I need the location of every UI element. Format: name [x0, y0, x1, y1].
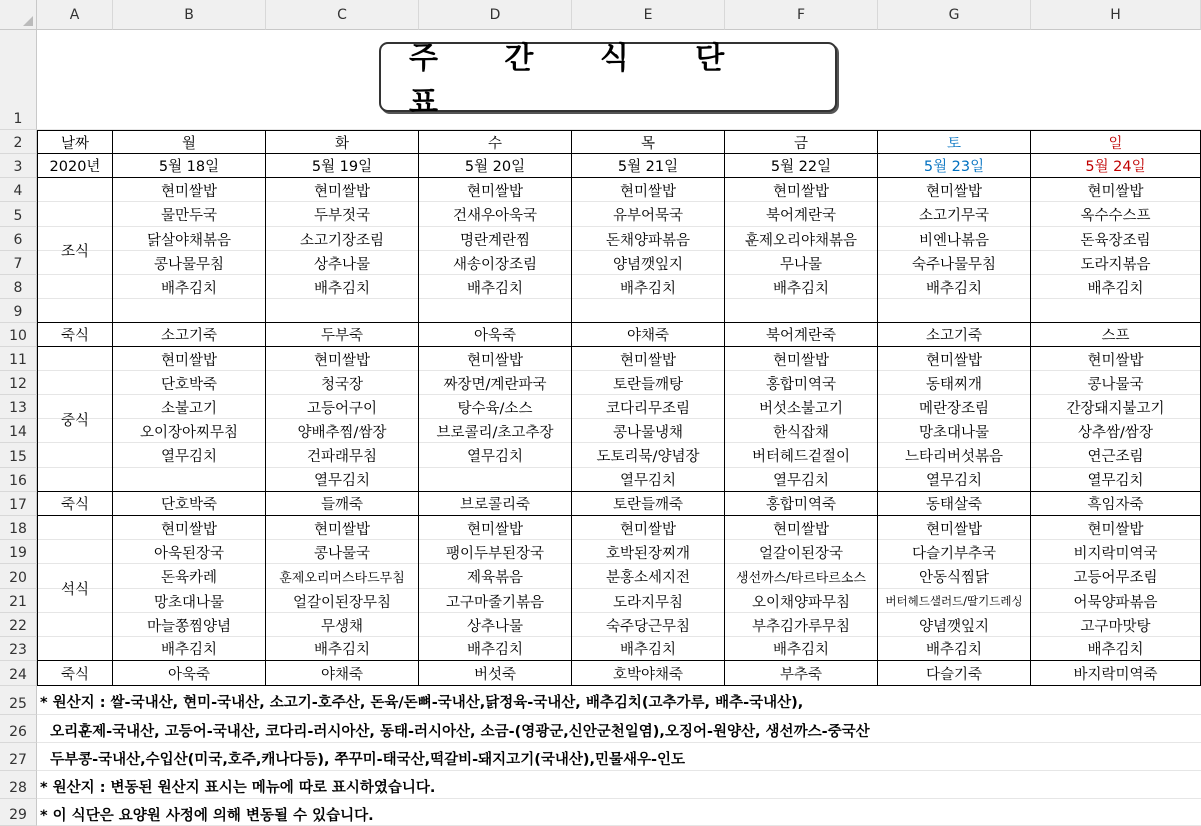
day-header-2[interactable]: 화 — [266, 130, 419, 154]
menu-cell[interactable]: 고등어구이 — [266, 395, 419, 419]
row-header-17[interactable]: 17 — [0, 492, 37, 516]
menu-cell[interactable]: 돈육장조림 — [1031, 227, 1201, 251]
menu-cell[interactable]: 열무김치 — [1031, 468, 1201, 492]
menu-cell[interactable]: 버터헤드겉절이 — [725, 443, 878, 468]
menu-cell[interactable]: 얼갈이된장국 — [725, 540, 878, 564]
menu-cell[interactable]: 분홍소세지전 — [572, 564, 725, 589]
row-header-14[interactable]: 14 — [0, 419, 37, 443]
menu-cell[interactable]: 닭살야채볶음 — [113, 227, 266, 251]
menu-cell[interactable] — [419, 468, 572, 492]
section-dinner-label[interactable]: 석식 — [37, 516, 113, 661]
gridline — [37, 742, 1201, 743]
porridge-cell[interactable]: 야채죽 — [572, 323, 725, 347]
menu-cell[interactable]: 어묵양파볶음 — [1031, 589, 1201, 613]
menu-cell[interactable] — [113, 468, 266, 492]
porridge-cell[interactable]: 소고기죽 — [878, 323, 1031, 347]
menu-cell[interactable]: 느타리버섯볶음 — [878, 443, 1031, 468]
menu-cell[interactable]: 다슬기부추국 — [878, 540, 1031, 564]
date-cell-5[interactable]: 5월 22일 — [725, 154, 878, 178]
section-lunch-label[interactable]: 중식 — [37, 347, 113, 492]
porridge-cell[interactable]: 홍합미역죽 — [725, 492, 878, 516]
footnote-2: 오리훈제-국내산, 고등어-국내산, 코다리-러시아산, 동태-러시아산, 소금-(영광군,신안군천일염),오징어-원양산, 생선까스-중국산 — [40, 724, 870, 740]
menu-cell[interactable]: 오이장아찌무침 — [113, 419, 266, 443]
porridge-cell[interactable]: 아욱죽 — [113, 661, 266, 686]
menu-cell[interactable]: 연근조림 — [1031, 443, 1201, 468]
menu-cell[interactable]: 현미쌀밥 — [419, 178, 572, 202]
porridge-cell[interactable]: 버섯죽 — [419, 661, 572, 686]
menu-cell[interactable]: 숙주나물무침 — [878, 251, 1031, 275]
row-header-15[interactable]: 15 — [0, 443, 37, 468]
column-header-d[interactable]: D — [419, 0, 572, 30]
menu-cell[interactable]: 현미쌀밥 — [572, 178, 725, 202]
menu-cell[interactable] — [572, 299, 725, 323]
menu-cell[interactable]: 현미쌀밥 — [572, 347, 725, 371]
menu-cell[interactable]: 현미쌀밥 — [725, 516, 878, 540]
menu-cell[interactable]: 배추김치 — [266, 275, 419, 299]
menu-cell[interactable]: 건새우아욱국 — [419, 202, 572, 227]
day-header-7[interactable]: 일 — [1031, 130, 1201, 154]
menu-cell[interactable]: 열무김치 — [572, 468, 725, 492]
menu-cell[interactable]: 배추김치 — [419, 637, 572, 661]
porridge-cell[interactable]: 두부죽 — [266, 323, 419, 347]
menu-cell[interactable]: 비엔나볶음 — [878, 227, 1031, 251]
menu-cell[interactable]: 새송이장조림 — [419, 251, 572, 275]
menu-cell[interactable]: 양념깻잎지 — [878, 613, 1031, 637]
row-header-24[interactable]: 24 — [0, 661, 37, 686]
porridge-cell[interactable]: 부추죽 — [725, 661, 878, 686]
footnote-3: 두부콩-국내산,수입산(미국,호주,캐나다등), 쭈꾸미-태국산,떡갈비-돼지고기(국내산),민물새우-인도 — [40, 752, 686, 768]
row-header-20[interactable]: 20 — [0, 564, 37, 589]
menu-cell[interactable]: 현미쌀밥 — [725, 347, 878, 371]
menu-cell[interactable]: 망초대나물 — [878, 419, 1031, 443]
column-header-a[interactable]: A — [37, 0, 113, 30]
porridge-cell[interactable]: 단호박죽 — [113, 492, 266, 516]
footnote-5: * 이 식단은 요양원 사정에 의해 변동될 수 있습니다. — [40, 808, 374, 824]
menu-cell[interactable]: 옥수수스프 — [1031, 202, 1201, 227]
menu-cell[interactable]: 돈육카레 — [113, 564, 266, 589]
menu-cell[interactable]: 제육볶음 — [419, 564, 572, 589]
menu-cell[interactable]: 마늘쫑찜양념 — [113, 613, 266, 637]
row-header-16[interactable]: 16 — [0, 468, 37, 492]
menu-cell[interactable]: 현미쌀밥 — [1031, 347, 1201, 371]
menu-cell[interactable] — [266, 299, 419, 323]
porridge-cell[interactable]: 동태살죽 — [878, 492, 1031, 516]
porridge-cell[interactable]: 바지락미역죽 — [1031, 661, 1201, 686]
menu-cell[interactable]: 훈제오리야채볶음 — [725, 227, 878, 251]
menu-cell[interactable]: 현미쌀밥 — [878, 516, 1031, 540]
column-header-h[interactable]: H — [1031, 0, 1201, 30]
menu-cell[interactable]: 숙주당근무침 — [572, 613, 725, 637]
porridge-cell[interactable]: 브로콜리죽 — [419, 492, 572, 516]
menu-cell[interactable]: 고구마줄기볶음 — [419, 589, 572, 613]
menu-cell[interactable]: 열무김치 — [113, 443, 266, 468]
footnote-1: * 원산지 : 쌀-국내산, 현미-국내산, 소고기-호주산, 돈육/돈뼈-국내산,닭정육-국내산, 배추김치(고추가루, 배추-국내산), — [40, 695, 804, 711]
menu-cell[interactable]: 건파래무침 — [266, 443, 419, 468]
menu-cell[interactable]: 북어계란국 — [725, 202, 878, 227]
menu-cell[interactable]: 열무김치 — [878, 468, 1031, 492]
menu-cell[interactable] — [725, 299, 878, 323]
menu-cell[interactable]: 상추쌈/쌈장 — [1031, 419, 1201, 443]
title-box[interactable] — [379, 41, 837, 120]
row-header-12[interactable]: 12 — [0, 371, 37, 395]
menu-cell[interactable]: 소고기무국 — [878, 202, 1031, 227]
porridge-cell[interactable]: 다슬기죽 — [878, 661, 1031, 686]
row-header-9[interactable]: 9 — [0, 299, 37, 323]
row-header-27[interactable]: 27 — [0, 743, 37, 771]
column-header-b[interactable]: B — [113, 0, 266, 30]
menu-cell[interactable]: 망초대나물 — [113, 589, 266, 613]
menu-cell[interactable]: 현미쌀밥 — [725, 178, 878, 202]
row-header-4[interactable]: 4 — [0, 178, 37, 202]
row-header-11[interactable]: 11 — [0, 347, 37, 371]
menu-cell[interactable]: 두부젓국 — [266, 202, 419, 227]
menu-cell[interactable]: 고구마맛탕 — [1031, 613, 1201, 637]
row-header-7[interactable]: 7 — [0, 251, 37, 275]
date-cell-2[interactable]: 5월 19일 — [266, 154, 419, 178]
menu-cell[interactable]: 콩나물국 — [266, 540, 419, 564]
menu-cell[interactable]: 양배추찜/쌈장 — [266, 419, 419, 443]
menu-cell[interactable]: 배추김치 — [1031, 275, 1201, 299]
section-porridge-label[interactable]: 죽식 — [37, 323, 113, 347]
menu-cell[interactable]: 버터헤드샐러드/딸기드레싱 — [878, 589, 1031, 613]
menu-cell[interactable]: 배추김치 — [1031, 637, 1201, 661]
menu-cell[interactable]: 무나물 — [725, 251, 878, 275]
menu-cell[interactable]: 단호박죽 — [113, 371, 266, 395]
date-label-cell[interactable]: 날짜 — [37, 130, 113, 154]
menu-cell[interactable]: 현미쌀밥 — [266, 178, 419, 202]
date-cell-4[interactable]: 5월 21일 — [572, 154, 725, 178]
menu-cell[interactable]: 현미쌀밥 — [1031, 178, 1201, 202]
row-header-28[interactable]: 28 — [0, 771, 37, 799]
menu-cell[interactable] — [419, 299, 572, 323]
menu-cell[interactable]: 토란들깨탕 — [572, 371, 725, 395]
menu-cell[interactable]: 간장돼지불고기 — [1031, 395, 1201, 419]
row-header-23[interactable]: 23 — [0, 637, 37, 661]
row-header-8[interactable]: 8 — [0, 275, 37, 299]
menu-cell[interactable]: 현미쌀밥 — [113, 516, 266, 540]
row-header-25[interactable]: 25 — [0, 686, 37, 715]
porridge-cell[interactable]: 소고기죽 — [113, 323, 266, 347]
menu-cell[interactable]: 버섯소불고기 — [725, 395, 878, 419]
menu-cell[interactable]: 현미쌀밥 — [113, 178, 266, 202]
menu-cell[interactable]: 고등어무조림 — [1031, 564, 1201, 589]
menu-cell[interactable]: 무생채 — [266, 613, 419, 637]
menu-cell[interactable]: 배추김치 — [725, 275, 878, 299]
menu-cell[interactable]: 양념깻잎지 — [572, 251, 725, 275]
row-header-18[interactable]: 18 — [0, 516, 37, 540]
menu-cell[interactable]: 콩나물무침 — [113, 251, 266, 275]
select-all-corner[interactable] — [0, 0, 37, 30]
row-header-26[interactable]: 26 — [0, 715, 37, 743]
menu-cell[interactable]: 열무김치 — [725, 468, 878, 492]
menu-cell[interactable]: 현미쌀밥 — [1031, 516, 1201, 540]
menu-cell[interactable]: 열무김치 — [266, 468, 419, 492]
menu-cell[interactable]: 소고기장조림 — [266, 227, 419, 251]
menu-cell[interactable]: 현미쌀밥 — [419, 347, 572, 371]
porridge-cell[interactable]: 야채죽 — [266, 661, 419, 686]
day-header-6[interactable]: 토 — [878, 130, 1031, 154]
day-header-3[interactable]: 수 — [419, 130, 572, 154]
menu-cell[interactable]: 상추나물 — [266, 251, 419, 275]
row-header-22[interactable]: 22 — [0, 613, 37, 637]
menu-cell[interactable]: 배추김치 — [878, 275, 1031, 299]
porridge-cell[interactable]: 호박야채죽 — [572, 661, 725, 686]
row-header-29[interactable]: 29 — [0, 799, 37, 826]
menu-cell[interactable]: 배추김치 — [266, 637, 419, 661]
column-header-e[interactable]: E — [572, 0, 725, 30]
row-header-6[interactable]: 6 — [0, 227, 37, 251]
porridge-cell[interactable]: 들깨죽 — [266, 492, 419, 516]
section-porridge-label[interactable]: 죽식 — [37, 492, 113, 516]
menu-cell[interactable]: 비지락미역국 — [1031, 540, 1201, 564]
day-header-5[interactable]: 금 — [725, 130, 878, 154]
menu-cell[interactable]: 부추김가루무침 — [725, 613, 878, 637]
menu-cell[interactable]: 아욱된장국 — [113, 540, 266, 564]
menu-cell[interactable]: 현미쌀밥 — [878, 347, 1031, 371]
gridline — [37, 798, 1201, 799]
porridge-cell[interactable]: 흑임자죽 — [1031, 492, 1201, 516]
menu-cell[interactable]: 짜장면/계란파국 — [419, 371, 572, 395]
column-header-c[interactable]: C — [266, 0, 419, 30]
row-header-1[interactable]: 1 — [0, 30, 37, 130]
menu-cell[interactable]: 홍합미역국 — [725, 371, 878, 395]
menu-cell[interactable]: 팽이두부된장국 — [419, 540, 572, 564]
day-header-4[interactable]: 목 — [572, 130, 725, 154]
menu-cell[interactable]: 콩나물국 — [1031, 371, 1201, 395]
row-header-21[interactable]: 21 — [0, 589, 37, 613]
menu-cell[interactable]: 안동식찜닭 — [878, 564, 1031, 589]
menu-cell[interactable]: 소불고기 — [113, 395, 266, 419]
menu-cell[interactable]: 배추김치 — [572, 637, 725, 661]
menu-cell[interactable]: 동태찌개 — [878, 371, 1031, 395]
section-breakfast-label[interactable]: 조식 — [37, 178, 113, 323]
menu-cell[interactable]: 현미쌀밥 — [572, 516, 725, 540]
menu-cell[interactable]: 현미쌀밥 — [266, 516, 419, 540]
menu-cell[interactable]: 호박된장찌개 — [572, 540, 725, 564]
menu-cell[interactable]: 탕수육/소스 — [419, 395, 572, 419]
menu-cell[interactable]: 얼갈이된장무침 — [266, 589, 419, 613]
menu-cell[interactable]: 배추김치 — [419, 275, 572, 299]
menu-cell[interactable]: 배추김치 — [572, 275, 725, 299]
date-cell-1[interactable]: 5월 18일 — [113, 154, 266, 178]
menu-cell[interactable]: 배추김치 — [113, 275, 266, 299]
menu-cell[interactable]: 한식잡채 — [725, 419, 878, 443]
menu-cell[interactable]: 현미쌀밥 — [419, 516, 572, 540]
menu-cell[interactable]: 열무김치 — [419, 443, 572, 468]
menu-cell[interactable]: 상추나물 — [419, 613, 572, 637]
menu-cell[interactable] — [878, 299, 1031, 323]
menu-cell[interactable]: 배추김치 — [113, 637, 266, 661]
menu-cell[interactable]: 브로콜리/초고추장 — [419, 419, 572, 443]
porridge-cell[interactable]: 아욱죽 — [419, 323, 572, 347]
year-cell[interactable]: 2020년 — [37, 154, 113, 178]
date-cell-6[interactable]: 5월 23일 — [878, 154, 1031, 178]
menu-cell[interactable]: 유부어묵국 — [572, 202, 725, 227]
menu-cell[interactable] — [1031, 299, 1201, 323]
gridline — [37, 770, 1201, 771]
menu-cell[interactable]: 현미쌀밥 — [113, 347, 266, 371]
porridge-cell[interactable]: 토란들깨죽 — [572, 492, 725, 516]
gridline — [37, 714, 1201, 715]
date-cell-7[interactable]: 5월 24일 — [1031, 154, 1201, 178]
menu-cell[interactable]: 도라지볶음 — [1031, 251, 1201, 275]
menu-cell[interactable]: 배추김치 — [878, 637, 1031, 661]
menu-cell[interactable] — [113, 299, 266, 323]
row-header-5[interactable]: 5 — [0, 202, 37, 227]
row-header-3[interactable]: 3 — [0, 154, 37, 178]
column-header-g[interactable]: G — [878, 0, 1031, 30]
menu-cell[interactable]: 현미쌀밥 — [878, 178, 1031, 202]
menu-cell[interactable]: 도토리묵/양념장 — [572, 443, 725, 468]
menu-cell[interactable]: 돈채양파볶음 — [572, 227, 725, 251]
row-header-19[interactable]: 19 — [0, 540, 37, 564]
menu-cell[interactable]: 청국장 — [266, 371, 419, 395]
menu-cell[interactable]: 물만두국 — [113, 202, 266, 227]
row-header-13[interactable]: 13 — [0, 395, 37, 419]
menu-cell[interactable]: 콩나물냉채 — [572, 419, 725, 443]
day-header-1[interactable]: 월 — [113, 130, 266, 154]
footnote-4: * 원산지 : 변동된 원산지 표시는 메뉴에 따로 표시하였습니다. — [40, 780, 436, 796]
menu-cell[interactable]: 현미쌀밥 — [266, 347, 419, 371]
date-cell-3[interactable]: 5월 20일 — [419, 154, 572, 178]
menu-cell[interactable]: 배추김치 — [725, 637, 878, 661]
menu-cell[interactable]: 코다리무조림 — [572, 395, 725, 419]
porridge-cell[interactable]: 북어계란죽 — [725, 323, 878, 347]
menu-cell[interactable]: 명란계란찜 — [419, 227, 572, 251]
menu-cell[interactable]: 훈제오리머스타드무침 — [266, 564, 419, 589]
page-title: 주 간 식 단 표 — [409, 41, 753, 120]
menu-cell[interactable]: 메란장조림 — [878, 395, 1031, 419]
row-header-10[interactable]: 10 — [0, 323, 37, 347]
section-porridge-label[interactable]: 죽식 — [37, 661, 113, 686]
menu-cell[interactable]: 오이채양파무침 — [725, 589, 878, 613]
menu-cell[interactable]: 도라지무침 — [572, 589, 725, 613]
menu-cell[interactable]: 생선까스/타르타르소스 — [725, 564, 878, 589]
column-header-f[interactable]: F — [725, 0, 878, 30]
row-header-2[interactable]: 2 — [0, 130, 37, 154]
porridge-cell[interactable]: 스프 — [1031, 323, 1201, 347]
